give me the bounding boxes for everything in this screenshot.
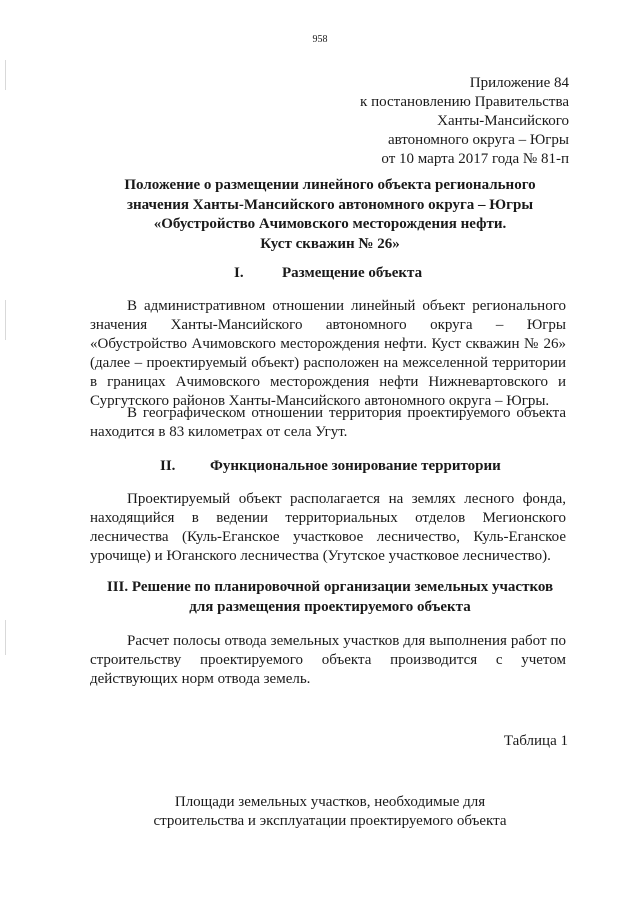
appendix-line: Приложение 84 bbox=[469, 75, 569, 91]
table-caption-line: Площади земельных участков, необходимые для bbox=[174, 794, 486, 810]
title-line: значения Ханты-Мансийского автономного округа – Югры bbox=[126, 196, 534, 213]
section-1-paragraph-1: В административном отношении линейный объект регионального значения Ханты-Мансийского автономного округа – Югры «Обустройство Ачимовского месторождения нефти. Куст скважин № 26» (далее – проектируемый объект) расположен на межселенной территории в границах Ачимовского месторождения нефти Нижневартовского и Сургутского районов Ханты-Мансийского автономного округа – Югры. bbox=[90, 298, 566, 409]
appendix-line: автономного округа – Югры bbox=[387, 132, 569, 148]
section-2-heading bbox=[160, 457, 520, 477]
section-3-heading-line: III. Решение по планировочной организации земельных участков bbox=[106, 579, 554, 595]
scan-margin-mark bbox=[5, 60, 6, 90]
section-3-heading-line: для размещения проектируемого объекта bbox=[189, 598, 471, 615]
appendix-line: Ханты-Мансийского bbox=[437, 113, 569, 129]
appendix-line: к постановлению Правительства bbox=[360, 94, 569, 110]
title-line: «Обустройство Ачимовского месторождения нефти. bbox=[153, 216, 507, 232]
scan-margin-mark bbox=[5, 620, 6, 655]
title-line: Положение о размещении линейного объекта регионального bbox=[124, 177, 536, 193]
page-number: 958 bbox=[312, 34, 328, 45]
section-2-paragraph-1: Проектируемый объект располагается на землях лесного фонда, находящийся в ведении территориальных отделов Мегионского лесничества (Куль-Еганское участковое лесничество, Куль-Еганское урочище) и Юганского лесничества (Угутское участковое лесничество). bbox=[90, 491, 566, 564]
section-3-heading bbox=[80, 578, 580, 617]
document-title bbox=[80, 176, 580, 254]
section-title: Функциональное зонирование территории bbox=[210, 458, 501, 474]
title-line: Куст скважин № 26» bbox=[260, 235, 400, 252]
appendix-line: от 10 марта 2017 года № 81-п bbox=[381, 151, 569, 167]
scan-margin-mark bbox=[5, 300, 6, 340]
section-number: II. bbox=[160, 458, 176, 474]
table-caption bbox=[80, 793, 580, 831]
section-1-paragraph-2: В географическом отношении территория проектируемого объекта находится в 83 километрах от села Угут. bbox=[90, 405, 566, 440]
section-1-heading bbox=[234, 264, 434, 284]
appendix-block bbox=[360, 74, 569, 169]
section-number: I. bbox=[234, 265, 244, 281]
section-title: Размещение объекта bbox=[282, 265, 423, 281]
section-3-paragraph-1: Расчет полосы отвода земельных участков для выполнения работ по строительству проектируемого объекта производится с учетом действующих норм отвода земель. bbox=[90, 633, 566, 687]
table-label: Таблица 1 bbox=[503, 733, 568, 749]
table-caption-line: строительства и эксплуатации проектируемого объекта bbox=[153, 813, 507, 829]
